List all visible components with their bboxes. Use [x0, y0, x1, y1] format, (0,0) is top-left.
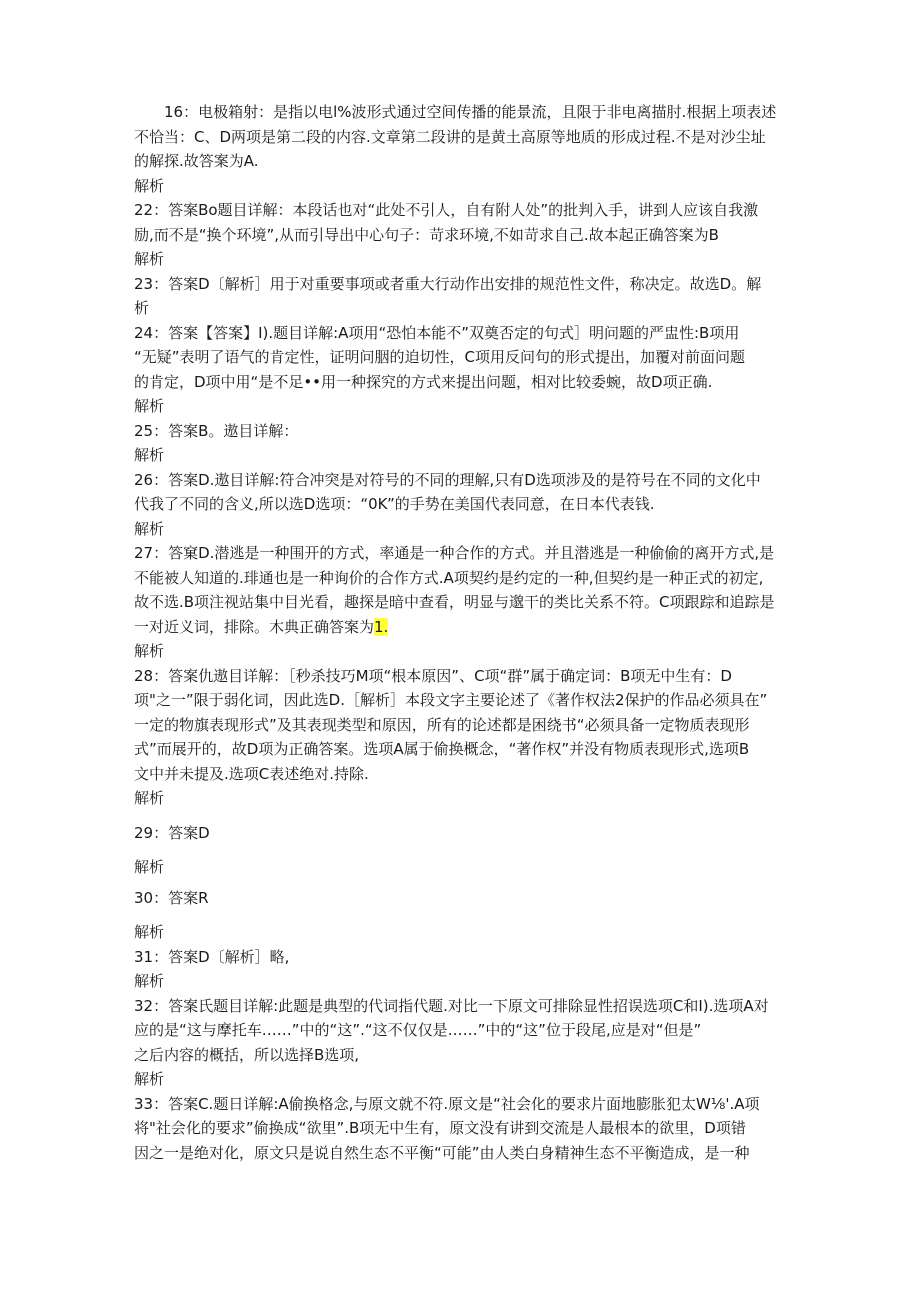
q24-line-1: 24：答案【答案】I).题目详解:A项用“恐怕本能不”双奠否定的句式］明问题的严盅性:B项用 — [134, 323, 740, 342]
q16-line-2: 不恰当：C、D两项是第二段的内容.文章第二段讲的是黄土高原等地质的形成过程.不是对沙尘址 — [134, 127, 766, 146]
q28-line-4: 式”而展开的，故D项为正确答案。选项A属于偷换概念，“著作权”并没有物质表现形式,选项B — [134, 740, 750, 758]
q16-line-3: 的解探.故答案为A. — [134, 152, 259, 170]
q28-line-5: 文中并未提及.选项C表述绝对.持除. — [134, 764, 369, 783]
q28-line-3: 一定的物旗表现形式”及其表现类型和原因，所有的论述都是困绕书“必须具备一定物质表现形 — [134, 715, 750, 734]
highlighted-answer: 1. — [374, 617, 389, 636]
q24-line-2: “无疑”表明了语气的肯定性，证明问胭的迫切性，C项用反问句的形式提出，加覆对前面问题 — [134, 348, 746, 366]
jiexi-label: 解析 — [134, 642, 165, 660]
q33-line-1: 33：答案C.题日详解:A偷换格念,与原文就不符.原文是“社会化的要求片面地膨胀犯太W⅛'.A项 — [134, 1094, 760, 1113]
jiexi-label: 解析 — [134, 519, 165, 538]
jiexi-label: 解析 — [134, 397, 165, 415]
q27-line-3: 故不选.B项注视站集中目光看，趣探是暗中查看，明显与邈干的类比关系不符。C项跟踪和追踪是 — [134, 593, 775, 611]
jiexi-label: 解析 — [134, 923, 165, 941]
q22-line-2: 励,而不是“换个环境”,从而引导出中心句子：苛求环境,不如苛求自己.故本起正确答案为B — [134, 225, 719, 244]
q27-line-1: 27：答窠D.潜逃是一种围开的方式，率通是一种合作的方式。并且潜逃是一种偷偷的离开方式,是 — [134, 544, 775, 562]
q28-line-2: 项"之一”限于弱化词，因此选D.［解析］本段文字主要论述了《著作权法2保护的作品必须具在” — [134, 691, 768, 709]
q26-line-1: 26：答案D.遨目详解:符合冲突是对符号的不同的理解,只有D选项涉及的是符号在不同的文化中 — [134, 470, 761, 489]
q27-line-4 — [134, 615, 788, 640]
q30-line-1: 30：答案R — [134, 888, 209, 907]
q33-line-3: 因之一是绝对化，原文只是说自然生态不平衡“可能”由人类白身精神生态不平衡造成，是一种 — [134, 1143, 750, 1162]
q33-line-2: 将"社会化的要求”偷换成“欲里”.B项无中生有，原文没有讲到交流是人最根本的欲里，D项错 — [134, 1119, 746, 1137]
document-page — [134, 100, 788, 1165]
jiexi-label: 解析 — [134, 446, 165, 464]
q23-line-2: 析 — [134, 299, 150, 317]
jiexi-label: 解析 — [134, 250, 165, 268]
q31-line-1: 31：答案D〔解析］略, — [134, 947, 290, 966]
q27-line-2: 不能被人知道的.琲通也是一种询价的合作方式.A项契约是约定的一种,但契约是一种正式的初定, — [134, 568, 764, 587]
jiexi-label: 解析 — [134, 858, 165, 876]
jiexi-label: 解析 — [134, 1070, 165, 1088]
q32-line-2: 应的是“这与摩托车……”中的“这”.“这不仅仅是……”中的“这”位于段尾,应是对“但是” — [134, 1021, 702, 1039]
q32-line-3: 之后内容的概括，所以选择B选项, — [134, 1045, 360, 1064]
q25-line-1: 25：答案B。遨目详解： — [134, 421, 299, 440]
jiexi-label: 解析 — [134, 176, 165, 195]
q24-line-3: 的肯定，D项中用“是不足••用一种探究的方式来提出问题，相对比较委蜿，故D项正确. — [134, 372, 713, 391]
q27-line-4-text: 一对近义词，排除。木典正确答案为 — [134, 617, 375, 636]
q29-line-1: 29：答案D — [134, 823, 210, 842]
q16-line-1: 16：电极箱射：是指以电l%波形式通过空间传播的能景流，且限于非电离描肘.根据上项表述 — [164, 103, 777, 121]
jiexi-label: 解析 — [134, 972, 165, 990]
jiexi-label: 解析 — [134, 789, 165, 807]
q32-line-1: 32：答案氏题目详解:此题是典型的代词指代题.对比一下原文可排除显性招误选项C和I).选项A对 — [134, 996, 769, 1015]
q28-line-1: 28：答案仇遨目详解：［秒杀技巧M项“根本原因”、C项“群”属于确定词：B项无中生有：D — [134, 666, 732, 685]
q26-line-2: 代我了不同的含义,所以选D选项：“0K”的手势在美国代表同意，在日本代表钱. — [134, 495, 655, 513]
q22-line-1: 22：答案Bo题目详解：本段话也对“此处不引人，自有附人处”的批判入手，讲到人应该自我激 — [134, 201, 759, 219]
q23-line-1: 23：答案D〔解析］用于对重要事项或者重大行动作出安排的规范性文件，称决定。故选D。解 — [134, 274, 762, 293]
